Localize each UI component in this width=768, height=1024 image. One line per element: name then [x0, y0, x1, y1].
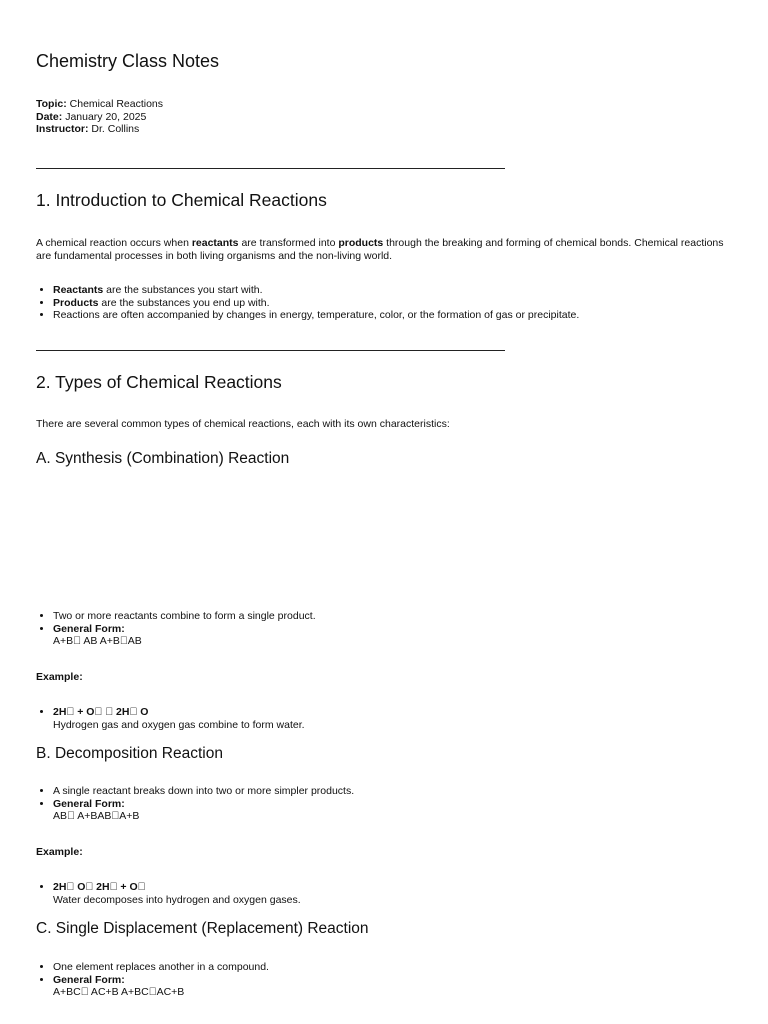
intro-paragraph: A chemical reaction occurs when reactants are transformed into products through the breaking and forming of chemical bonds. Chemical reactions are fundamental processes in both living organisms and the non-living world. [36, 237, 724, 262]
list-item: • Reactants are the substances you start with. [53, 284, 579, 297]
list-item: • Two or more reactants combine to form a single product. [53, 610, 316, 623]
general-form-formula: AB  A+BAB A+B [53, 810, 140, 822]
divider [36, 350, 505, 351]
synthesis-example-list [36, 706, 305, 731]
list-item: • A single reactant breaks down into two or more simpler products. [53, 785, 354, 798]
general-form-formula: A+B  AB A+B AB [53, 635, 142, 647]
meta-topic: Topic: Chemical Reactions [36, 98, 164, 110]
meta-block [36, 98, 163, 136]
types-intro: There are several common types of chemical reactions, each with its own characteristics: [36, 418, 450, 430]
subsection-heading-single-displacement: C. Single Displacement (Replacement) Reaction [36, 920, 369, 937]
single-displacement-list [36, 961, 269, 999]
example-label: Example: [36, 846, 83, 858]
list-item: • Reactions are often accompanied by changes in energy, temperature, color, or the formation of gas or precipitate. [53, 309, 579, 322]
intro-list [36, 284, 579, 322]
page-title: Chemistry Class Notes [36, 51, 220, 71]
list-item: • 2H  + O    2H  O Hydrogen gas and oxygen gas combine to form water. [53, 706, 305, 731]
decomposition-list [36, 785, 354, 823]
list-item: • Products are the substances you end up with. [53, 297, 579, 310]
example-label: Example: [36, 671, 83, 683]
general-form-formula: A+BC  AC+B A+BC AC+B [53, 986, 185, 998]
section-heading-types: 2. Types of Chemical Reactions [36, 372, 282, 392]
section-heading-intro: 1. Introduction to Chemical Reactions [36, 190, 327, 210]
list-item: • General Form: A+B  AB A+B AB [53, 623, 316, 648]
subsection-heading-decomposition: B. Decomposition Reaction [36, 745, 223, 762]
list-item: • One element replaces another in a compound. [53, 961, 269, 974]
list-item: • 2H  O  2H  + O  Water decomposes into hydrogen and oxygen gases. [53, 881, 301, 906]
synthesis-list [36, 610, 316, 648]
decomposition-example-list [36, 881, 301, 906]
list-item: • General Form: A+BC  AC+B A+BC AC+B [53, 974, 269, 999]
meta-instructor: Instructor: Dr. Collins [36, 123, 140, 135]
divider [36, 168, 505, 169]
subsection-heading-synthesis: A. Synthesis (Combination) Reaction [36, 450, 290, 467]
meta-date: Date: January 20, 2025 [36, 110, 147, 123]
list-item: • General Form: AB  A+BAB A+B [53, 798, 354, 823]
